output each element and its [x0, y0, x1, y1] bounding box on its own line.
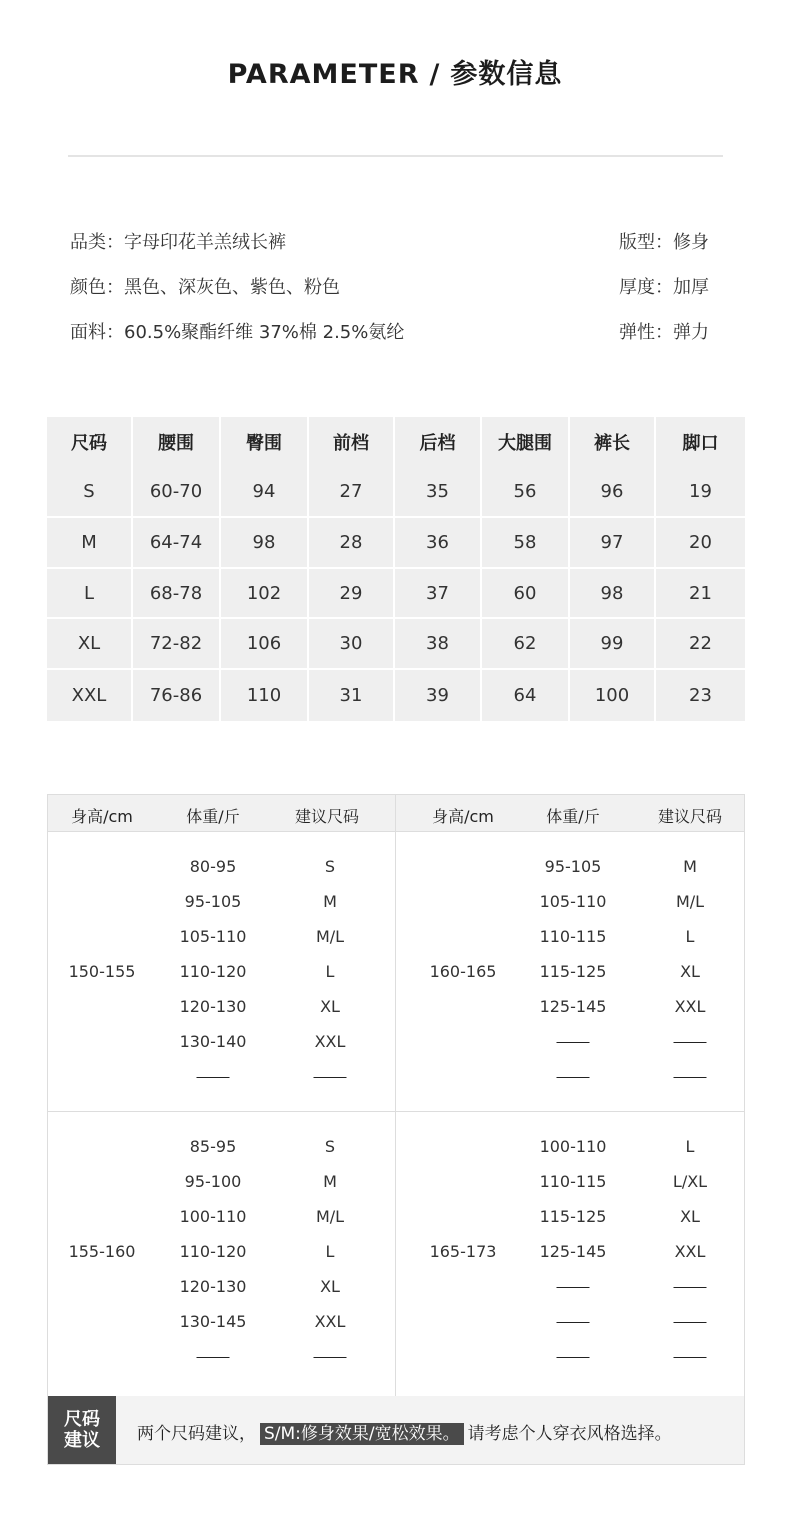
- table-row: [47, 619, 745, 670]
- empty-dash: [557, 1322, 590, 1323]
- table-cell: S: [47, 468, 133, 519]
- suggested-size: XXL: [314, 1032, 346, 1051]
- weight-range: 130-140: [179, 1032, 247, 1051]
- table-cell: 60: [482, 569, 570, 620]
- tip-label: 尺码 建议: [48, 1396, 116, 1464]
- suggested-size: M/L: [675, 892, 705, 911]
- suggested-size: M: [323, 1172, 337, 1191]
- table-cell: 64-74: [133, 518, 221, 569]
- title-divider: [68, 155, 723, 157]
- header-weight-left: 体重/斤: [186, 807, 240, 826]
- table-cell: 99: [570, 619, 656, 670]
- table-cell: 31: [309, 670, 395, 721]
- weight-range: 125-145: [539, 997, 607, 1016]
- column-header: 前档: [309, 417, 395, 468]
- table-cell: 100: [570, 670, 656, 721]
- weight-range: 110-120: [179, 1242, 247, 1261]
- table-cell: 28: [309, 518, 395, 569]
- table-cell: 23: [689, 684, 712, 706]
- table-cell: 72-82: [133, 619, 221, 670]
- suggested-size: L: [685, 927, 695, 946]
- page-title: [0, 52, 790, 91]
- header-size-left: 建议尺码: [294, 807, 360, 826]
- table-cell: 56: [482, 468, 570, 519]
- weight-range: 125-145: [539, 1242, 607, 1261]
- row-divider: [48, 1111, 744, 1112]
- weight-range: 105-110: [539, 892, 607, 911]
- height-range: 155-160: [68, 1242, 136, 1261]
- table-cell: 36: [395, 518, 482, 569]
- info-row: [70, 228, 720, 254]
- empty-dash: [674, 1042, 707, 1043]
- table-cell: 94: [221, 468, 309, 519]
- table-cell: 97: [570, 518, 656, 569]
- info-category: 品类：字母印花羊羔绒长裤: [70, 232, 286, 253]
- suggested-size: M: [683, 857, 697, 876]
- empty-dash: [557, 1042, 590, 1043]
- height-range: 160-165: [429, 962, 497, 981]
- empty-dash: [674, 1322, 707, 1323]
- info-elasticity: 弹性：弹力: [619, 322, 709, 343]
- empty-dash: [314, 1357, 347, 1358]
- weight-range: 95-100: [184, 1172, 242, 1191]
- column-header: 后档: [395, 417, 482, 468]
- weight-range: 100-110: [539, 1137, 607, 1156]
- empty-dash: [674, 1357, 707, 1358]
- column-header: 尺码: [47, 417, 133, 468]
- suggested-size: S: [324, 857, 336, 876]
- table-cell: 27: [309, 468, 395, 519]
- weight-range: 95-105: [184, 892, 242, 911]
- table-cell: L: [47, 569, 133, 620]
- suggested-size: XL: [320, 997, 340, 1016]
- table-cell: 39: [395, 670, 482, 721]
- suggested-size: M/L: [315, 1207, 345, 1226]
- table-cell: 29: [309, 569, 395, 620]
- table-cell: 68-78: [133, 569, 221, 620]
- info-row: [70, 273, 720, 299]
- table-cell: XXL: [47, 670, 133, 721]
- title-chinese: 参数信息: [450, 59, 563, 90]
- table-cell: 38: [395, 619, 482, 670]
- table-row: [47, 468, 745, 519]
- suggested-size: L: [685, 1137, 695, 1156]
- header-height-left: 身高/cm: [71, 807, 133, 826]
- empty-dash: [557, 1287, 590, 1288]
- column-header: 臀围: [221, 417, 309, 468]
- size-measurement-table: [47, 417, 745, 721]
- weight-range: 130-145: [179, 1312, 247, 1331]
- table-cell: 102: [221, 569, 309, 620]
- empty-dash: [674, 1077, 707, 1078]
- empty-dash: [197, 1077, 230, 1078]
- weight-range: 95-105: [544, 857, 602, 876]
- weight-range: 85-95: [189, 1137, 237, 1156]
- empty-dash: [197, 1357, 230, 1358]
- suggested-size: XL: [680, 962, 700, 981]
- table-cell: 98: [221, 518, 309, 569]
- suggested-size: XXL: [674, 1242, 706, 1261]
- recommendation-header: [48, 795, 744, 832]
- table-cell: 21: [656, 569, 745, 620]
- weight-range: 80-95: [189, 857, 237, 876]
- info-fit: 版型：修身: [619, 232, 709, 253]
- tip-highlight: S/M:修身效果/宽松效果。: [260, 1423, 464, 1445]
- table-cell: 106: [221, 619, 309, 670]
- suggested-size: L/XL: [672, 1172, 708, 1191]
- empty-dash: [557, 1077, 590, 1078]
- tip-text: 两个尺码建议， S/M:修身效果/宽松效果。 请考虑个人穿衣风格选择。: [137, 1424, 672, 1444]
- column-header: 脚口: [682, 433, 719, 455]
- table-row: [47, 569, 745, 620]
- suggested-size: L: [325, 962, 335, 981]
- size-tip-banner: [48, 1396, 744, 1464]
- table-row: [47, 518, 745, 569]
- weight-range: 120-130: [179, 997, 247, 1016]
- table-cell: 60-70: [133, 468, 221, 519]
- title-separator: /: [429, 59, 441, 90]
- title-english: PARAMETER: [227, 59, 420, 90]
- table-cell: 22: [656, 619, 745, 670]
- suggested-size: L: [325, 1242, 335, 1261]
- suggested-size: M: [323, 892, 337, 911]
- suggested-size: XL: [680, 1207, 700, 1226]
- height-range: 150-155: [68, 962, 136, 981]
- table-cell: 58: [482, 518, 570, 569]
- header-weight-right: 体重/斤: [546, 807, 600, 826]
- weight-range: 110-115: [539, 927, 607, 946]
- table-cell: M: [47, 518, 133, 569]
- table-cell: XL: [47, 619, 133, 670]
- suggested-size: XXL: [314, 1312, 346, 1331]
- table-cell: 62: [482, 619, 570, 670]
- column-divider: [395, 795, 396, 1396]
- suggested-size: M/L: [315, 927, 345, 946]
- table-row: [47, 670, 745, 721]
- weight-range: 115-125: [539, 1207, 607, 1226]
- weight-range: 110-120: [179, 962, 247, 981]
- weight-range: 100-110: [179, 1207, 247, 1226]
- table-cell: 19: [656, 468, 745, 519]
- header-size-right: 建议尺码: [657, 807, 723, 826]
- table-header-row: [47, 417, 745, 468]
- suggested-size: XXL: [674, 997, 706, 1016]
- height-range: 165-173: [429, 1242, 497, 1261]
- table-cell: 96: [570, 468, 656, 519]
- table-cell: 64: [482, 670, 570, 721]
- info-color: 颜色：黑色、深灰色、紫色、粉色: [70, 277, 340, 298]
- table-cell: 98: [570, 569, 656, 620]
- table-cell: 20: [656, 518, 745, 569]
- empty-dash: [314, 1077, 347, 1078]
- table-cell: 30: [309, 619, 395, 670]
- header-height-right: 身高/cm: [432, 807, 494, 826]
- weight-range: 105-110: [179, 927, 247, 946]
- suggested-size: XL: [320, 1277, 340, 1296]
- table-cell: 37: [395, 569, 482, 620]
- weight-range: 110-115: [539, 1172, 607, 1191]
- table-cell: 76-86: [133, 670, 221, 721]
- column-header: 腰围: [133, 417, 221, 468]
- weight-range: 115-125: [539, 962, 607, 981]
- info-thickness: 厚度：加厚: [619, 277, 709, 298]
- column-header: 大腿围: [482, 417, 570, 468]
- empty-dash: [557, 1357, 590, 1358]
- suggested-size: S: [324, 1137, 336, 1156]
- info-row: [70, 318, 720, 344]
- column-header: 裤长: [570, 417, 656, 468]
- table-cell: 110: [221, 670, 309, 721]
- weight-range: 120-130: [179, 1277, 247, 1296]
- empty-dash: [674, 1287, 707, 1288]
- info-fabric: 面料：60.5%聚酯纤维 37%棉 2.5%氨纶: [70, 322, 405, 343]
- size-recommendation-box: [47, 794, 745, 1465]
- table-cell: 35: [395, 468, 482, 519]
